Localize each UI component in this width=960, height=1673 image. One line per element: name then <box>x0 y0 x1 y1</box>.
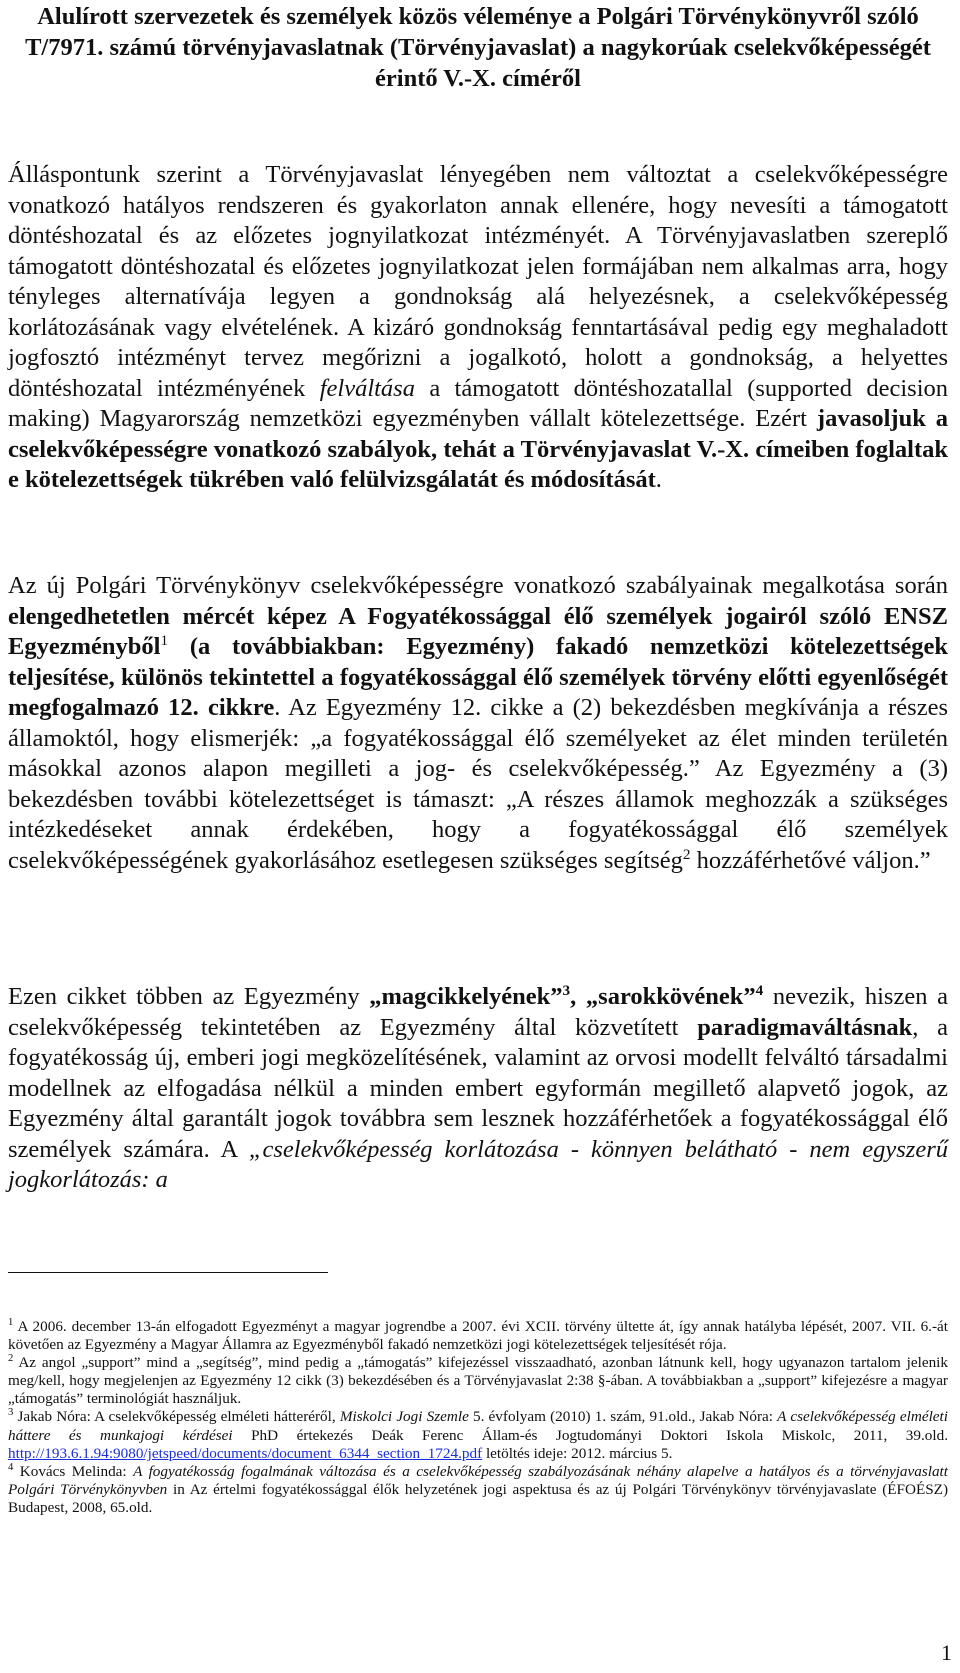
paragraph-text: Az új Polgári Törvénykönyv cselekvőképességre vonatkozó szabályainak megalkotása során <box>8 572 948 599</box>
footnote-2 <box>8 1354 948 1408</box>
paragraph-text: . <box>655 466 662 493</box>
paragraph-text: , a fogyatékosság új, emberi jogi megközelítésének, valamint az orvosi modellt felváltó társadalmi modellnek az elfogadása nélkül a minden embert egyformán megillető alapvető jogok, az Egyezmény által garantált jogok továbbra sem lesznek hozzáférhetőek a fogyatékossággal élő személyek számára. A <box>8 1013 949 1163</box>
footnote-separator <box>8 1272 328 1273</box>
footnote-text: letöltés ideje: 2012. március 5. <box>482 1444 673 1462</box>
bold-text: elengedhetetlen mércét képez A Fogyatékossággal élő személyek jogairól szóló ENSZ Egyezményből <box>8 602 948 660</box>
footnote-text: Az angol „support” mind a „segítség”, mind pedig a „támogatás” kifejezéssel visszaadható, azonban látnunk kell, hogy ugyanazon tartalom jelenik meg/kell, hogy megjelenjen az Egyezmény 12 cikk (3) bekezdésében és a Törvényjavaslat 2:38 §-ában. A továbbiakban a „support” kifejezésre a magyar „támogatás” terminológiát használjuk. <box>8 1354 948 1408</box>
footnote-number: 1 <box>8 1316 14 1328</box>
footnote-ref-2[interactable]: 2 <box>682 845 691 863</box>
footnote-text: in Az értelmi fogyatékossággal élők helyzetének jogi aspektusa és az új Polgári Törvénykönyv törvényjavaslate (ÉFOÉSZ) Budapest, 2008, 65.old. <box>8 1480 948 1516</box>
footnote-1 <box>8 1318 948 1354</box>
footnote-number: 4 <box>8 1461 14 1473</box>
footnote-link[interactable]: http://193.6.1.94:9080/jetspeed/documents/document_6344_section_1724.pdf <box>8 1444 483 1462</box>
italic-text: felváltása <box>319 374 415 402</box>
footnote-text: 5. évfolyam (2010) 1. szám, 91.old., Jakab Nóra: <box>468 1408 778 1426</box>
paragraph-text: nevezik, hiszen a cselekvőképesség tekintetében az Egyezmény által közvetített <box>8 983 949 1041</box>
footnote-number: 3 <box>8 1407 14 1419</box>
paragraph-position <box>8 160 948 496</box>
bold-text: paradigmaváltásnak <box>697 1013 913 1041</box>
footnote-text: Kovács Melinda: <box>13 1462 134 1480</box>
footnote-ref-4[interactable]: 4 <box>755 981 764 999</box>
paragraph-convention <box>8 571 948 876</box>
footnote-ref-3[interactable]: 3 <box>562 981 571 999</box>
footnote-4 <box>8 1463 948 1517</box>
page-number: 1 <box>941 1640 952 1665</box>
document-title: Alulírott szervezetek és személyek közös véleménye a Polgári Törvénykönyvről szóló T/7971. számú törvényjavaslatnak (Törvényjavaslat) a nagykorúak cselekvőképességét érintő V.-X. címéről <box>25 3 931 92</box>
footnote-3 <box>8 1408 948 1462</box>
footnote-italic: Miskolci Jogi Szemle <box>339 1408 469 1426</box>
footnotes <box>8 1318 948 1517</box>
footnote-italic: A fogyatékosság fogalmának változása és a cselekvőképesség szabályozásának néhány alapelve a hatályos és a törvényjavaslatt Polgári Törvénykönyvben <box>8 1462 948 1498</box>
bold-text: (a továbbiakban: Egyezmény) fakadó nemzetközi kötelezettségek teljesítése, különös tekintettel a fogyatékossággal élő személyek törvény előtti egyenlőségét megfogalmazó 12. cikkre <box>8 633 948 721</box>
paragraph-text: . Az Egyezmény 12. cikke a (2) bekezdésben megkívánja a részes államoktól, hogy elismerjék: „a fogyatékossággal élő személyeket az élet minden területén másokkal azonos alapon megilleti a jog- és cselekvőképesség.” Az Egyezmény a (3) bekezdésben további kötelezettséget is támaszt: „A részes államok meghozzák a szükséges intézkedéseket annak érdekében, hogy a fogyatékossággal élő személyek cselekvőképességének gyakorlásához esetlegesen szükséges segítség <box>8 694 948 874</box>
footnote-text: PhD értekezés Deák Ferenc Állam-és Jogtudományi Doktori Iskola Miskolc, 2011, 39.old. <box>232 1426 948 1444</box>
paragraph-article <box>8 982 948 1196</box>
bold-text: , <box>570 983 586 1010</box>
paragraph-text: Ezen cikket többen az Egyezmény <box>8 983 370 1010</box>
footnote-text: A 2006. december 13-án elfogadott Egyezményt a magyar jogrendbe a 2007. évi XCII. törvény ültette át, így annak hatályba lépését, 2007. VII. 6.-át követően az Egyezmény a Magyar Államra az Egyezményből fakadó nemzetközi jogi kötelezettségek teljesítését rója. <box>8 1318 948 1354</box>
paragraph-text: hozzáférhetővé váljon.” <box>690 846 931 874</box>
bold-recommendation: javasoljuk a cselekvőképességre vonatkozó szabályok, tehát a Törvényjavaslat V.-X. címeiben foglaltak e kötelezettségek tükrében való felülvizsgálatát és módosítását <box>8 405 948 493</box>
paragraph-text: a támogatott döntéshozatallal (supported decision making) Magyarország nemzetközi egyezményben vállalt kötelezettsége. Ezért <box>8 374 948 432</box>
footnote-ref-1[interactable]: 1 <box>160 631 169 649</box>
footnote-text: Jakab Nóra: A cselekvőképesség elméleti hátteréről, <box>13 1408 340 1426</box>
footnote-number: 2 <box>8 1353 14 1365</box>
footnote-italic: A cselekvőképesség elméleti háttere és munkajogi kérdései <box>8 1408 948 1444</box>
bold-text: „magcikkelyének” <box>369 983 563 1010</box>
document-page <box>8 0 949 1516</box>
italic-quote: „cselekvőképesség korlátozása - könnyen belátható - nem egyszerű jogkorlátozás: a <box>8 1135 948 1193</box>
paragraph-text: Álláspontunk szerint a Törvényjavaslat lényegében nem változtat a cselekvőképességre vonatkozó hatályos rendszeren és gyakorlaton annak ellenére, hogy nevesíti a támogatott döntéshozatal és az előzetes jognyilatkozat intézményét. A Törvényjavaslatben szereplő támogatott döntéshozatal és előzetes jognyilatkozat jelen formájában nem alkalmas arra, hogy tényleges alternatívája legyen a gondnokság alá helyezésnek, a cselekvőképesség korlátozásának vagy elvételének. A kizáró gondnokság fenntartásával pedig egy meghaladott jogfosztó intézményt tervez megőrizni a jogalkotó, holott a gondnokság, a helyettes döntéshozatal intézményének <box>8 161 948 402</box>
bold-text: „sarokkövének” <box>585 983 756 1010</box>
